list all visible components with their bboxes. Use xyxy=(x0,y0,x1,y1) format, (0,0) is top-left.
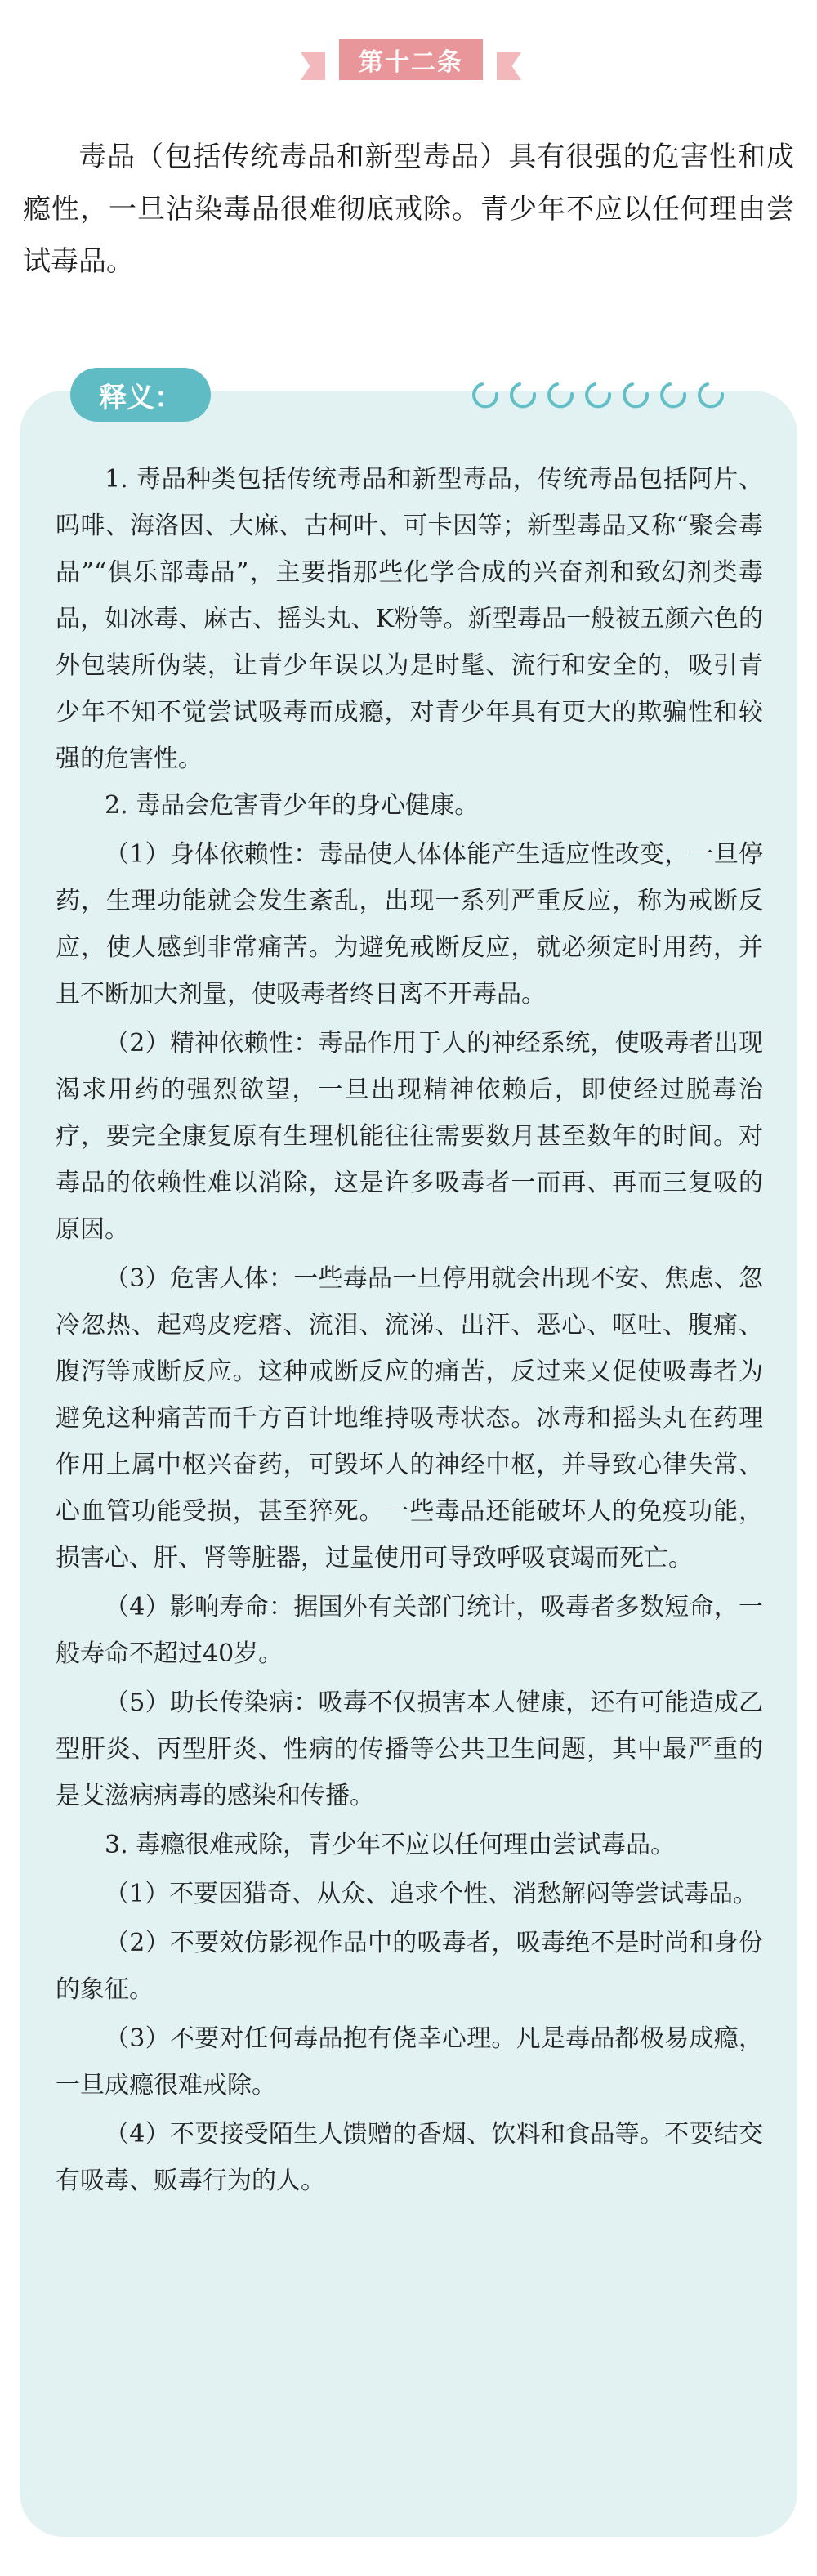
paragraph-health-harm-heading: 2. 毒品会危害青少年的身心健康。 xyxy=(105,791,480,820)
swirl-icon xyxy=(511,384,534,406)
paragraph-advice-imitation: （2）不要效仿影视作品中的吸毒者，吸毒绝不是时尚和身份的象征。 xyxy=(56,1929,763,2004)
paragraph-drug-types: 1. 毒品种类包括传统毒品和新型毒品，传统毒品包括阿片、吗啡、海洛因、大麻、古柯叶、可卡因等；新型毒品又称“聚会毒品”“俱乐部毒品”，主要指那些化学合成的兴奋剂和致幻剂类毒品，如冰毒、麻古、摇头丸、K粉等。新型毒品一般被五颜六色的外包装所伪装，让青少年误以为是时髦、流行和安全的，吸引青少年不知不觉尝试吸毒而成瘾，对青少年具有更大的欺骗性和较强的危害性。 xyxy=(56,465,763,773)
paragraph-advice-luck: （3）不要对任何毒品抱有侥幸心理。凡是毒品都极易成瘾，一旦成瘾很难戒除。 xyxy=(56,2024,763,2100)
paragraph-mental-dependence: （2）精神依赖性：毒品作用于人的神经系统，使吸毒者出现渴求用药的强烈欲望，一旦出现精神依赖后，即使经过脱毒治疗，要完全康复原有生理机能往往需要数月甚至数年的时间。对毒品的依赖性难以消除，这是许多吸毒者一而再、再而三复吸的原因。 xyxy=(56,1029,763,1244)
swirl-decoration xyxy=(471,374,748,415)
paragraph-hard-to-quit-heading: 3. 毒瘾很难戒除，青少年不应以任何理由尝试毒品。 xyxy=(105,1831,676,1859)
swirl-icon xyxy=(662,384,685,406)
paragraph-infectious-disease: （5）助长传染病：吸毒不仅损害本人健康，还有可能造成乙型肝炎、丙型肝炎、性病的传播等公共卫生问题，其中最严重的是艾滋病病毒的感染和传播。 xyxy=(56,1688,763,1810)
swirl-icon xyxy=(549,384,572,406)
paragraph-advice-curiosity: （1）不要因猎奇、从众、追求个性、消愁解闷等尝试毒品。 xyxy=(105,1880,758,1908)
explanation-tag: 释义： xyxy=(70,368,211,422)
paragraph-physical-dependence: （1）身体依赖性：毒品使人体体能产生适应性改变，一旦停药，生理功能就会发生紊乱，出现一系列严重反应，称为戒断反应，使人感到非常痛苦。为避免戒断反应，就必须定时用药，并且不断加大剂量，使吸毒者终日离不开毒品。 xyxy=(56,840,763,1008)
badge-ribbon-left xyxy=(301,52,325,80)
article-number-badge: 第十二条 xyxy=(339,39,483,80)
swirl-icon xyxy=(624,384,647,406)
paragraph-advice-strangers: （4）不要接受陌生人馈赠的香烟、饮料和食品等。不要结交有吸毒、贩毒行为的人。 xyxy=(56,2120,763,2195)
paragraph-body-harm: （3）危害人体：一些毒品一旦停用就会出现不安、焦虑、忽冷忽热、起鸡皮疙瘩、流泪、流涕、出汗、恶心、呕吐、腹痛、腹泻等戒断反应。这种戒断反应的痛苦，反过来又促使吸毒者为避免这种痛苦而千方百计地维持吸毒状态。冰毒和摇头丸在药理作用上属中枢兴奋药，可毁坏人的神经中枢，并导致心律失常、心血管功能受损，甚至猝死。一些毒品还能破坏人的免疫功能，损害心、肝、肾等脏器，过量使用可导致呼吸衰竭而死亡。 xyxy=(56,1264,763,1572)
swirl-icon xyxy=(474,384,497,406)
article-intro-text: 毒品（包括传统毒品和新型毒品）具有很强的危害性和成瘾性，一旦沾染毒品很难彻底戒除。青少年不应以任何理由尝试毒品。 xyxy=(23,141,794,278)
explanation-body xyxy=(56,456,763,2204)
swirl-icon xyxy=(587,384,609,406)
paragraph-lifespan: （4）影响寿命：据国外有关部门统计，吸毒者多数短命，一般寿命不超过40岁。 xyxy=(56,1593,763,1668)
badge-ribbon-right xyxy=(497,52,521,80)
swirl-icon xyxy=(699,384,722,406)
